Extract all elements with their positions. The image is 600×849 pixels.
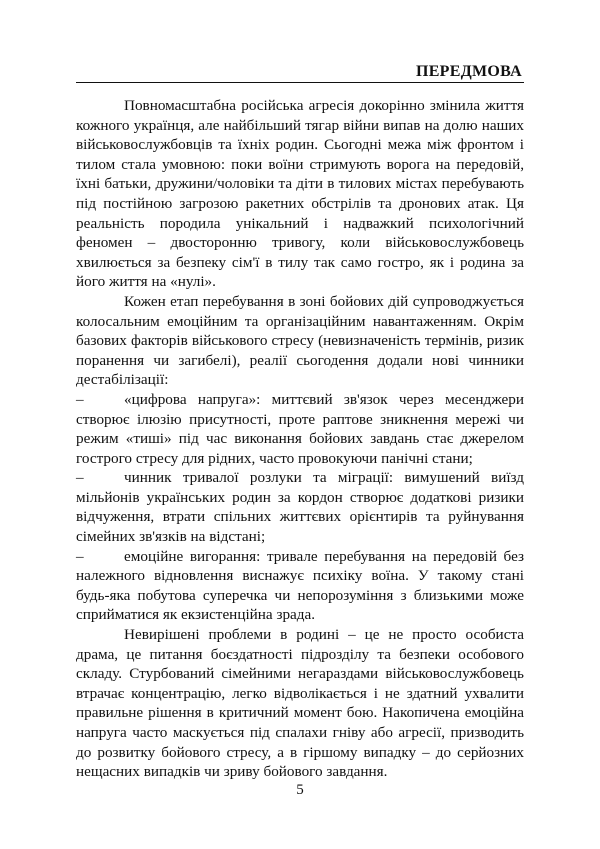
page-header	[76, 62, 524, 83]
page-number: 5	[296, 782, 304, 798]
bullet-text: чинник тривалої розлуки та міграції: вимушений виїзд мільйонів українських родин за кордон створює додаткові ризики відчуження, втрати спільних життєвих орієнтирів та руйнування сімейних зв'язків на відстані;	[76, 469, 524, 546]
body-text	[76, 96, 524, 782]
paragraph-closing: Невирішені проблеми в родині – це не просто особиста драма, це питання боєздатності підрозділу та безпеки особового складу. Стурбований сімейними негараздами військовослужбовець втрачає концентрацію, легко відволікається і не здатний ухвалити правильне рішення в критичний момент бою. Накопичена емоційна напруга часто маскується під спалахи гніву або агресії, призводить до розвитку бойового стресу, а в гіршому випадку – до серйозних нещасних випадків чи зриву бойового завдання.	[76, 626, 524, 781]
paragraph-intro: Повномасштабна російська агресія докорінно змінила життя кожного українця, але найбільший тягар війни випав на долю наших військовослужбовців та їхніх родин. Сьогодні межа між фронтом і тилом стала умовною: поки воїни стримують ворога на передовій, їхні батьки, дружини/чоловіки та діти в тилових містах перебувають під постійною загрозою ракетних обстрілів та дронових атак. Ця реальність породила унікальний і надважкий психологічний феномен – двосторонню тривогу, коли військовослужбовець хвилюється за безпеку сім'ї в тилу так само гостро, як і родина за його життя на «нулі».	[76, 97, 524, 291]
bullet-text: емоційне вигорання: тривале перебування на передовій без належного відновлення виснажує психіку воїна. У такому стані будь-яка побутова суперечка чи непорозуміння з близькими може сприйматися як екзистенційна зрада.	[76, 547, 524, 624]
section-title: ПЕРЕДМОВА	[415, 63, 522, 80]
bullet-dash: –	[76, 390, 84, 408]
bullet-item-burnout	[76, 547, 524, 625]
bullet-dash: –	[76, 547, 84, 565]
bullet-dash: –	[76, 469, 84, 487]
paragraph-stress-factors: Кожен етап перебування в зоні бойових дій супроводжується колосальним емоційним та організаційним навантаженням. Окрім базових факторів військового стресу (невизначеність термінів, ризик поранення чи загибелі), реалії сьогодення додали нові чинники дестабілізації:	[76, 292, 524, 389]
bullet-text: «цифрова напруга»: миттєвий зв'язок через месенджери створює ілюзію присутності, проте раптове зникнення мережі чи режим «тиші» під час виконання бойових завдань стає джерелом гострого стресу для рідних, часто провокуючи панічні стани;	[76, 390, 524, 467]
bullet-item-digital-tension	[76, 390, 524, 468]
bullet-item-separation-migration	[76, 468, 524, 546]
